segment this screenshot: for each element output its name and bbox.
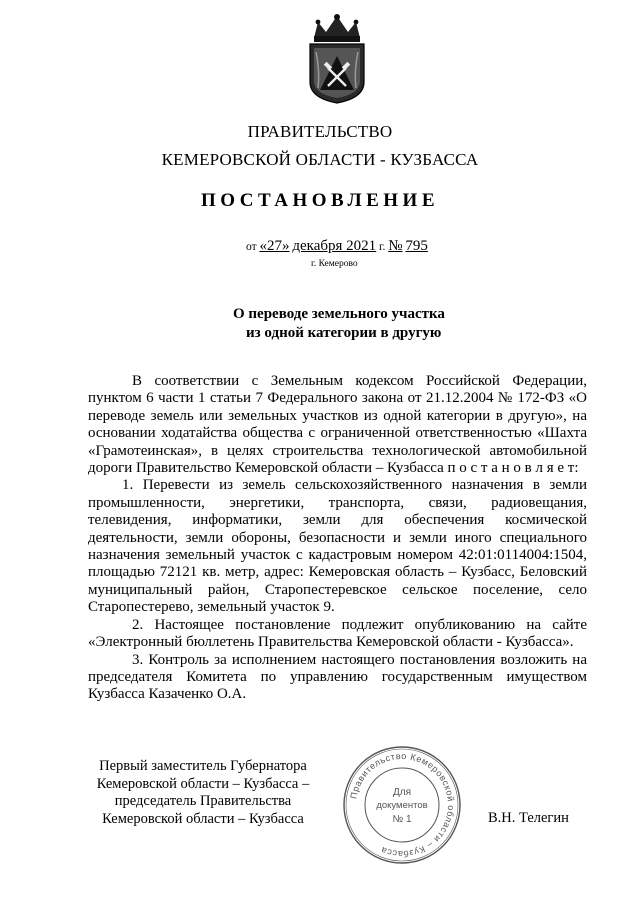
date-line <box>246 238 428 255</box>
city-label: г. Кемерово <box>311 259 358 269</box>
resolves-text: п о с т а н о в л я е т: <box>447 460 579 477</box>
date-open-quote: « <box>259 238 267 254</box>
position-line4: Кемеровской области – Кузбасса <box>102 810 304 827</box>
position-line1: Первый заместитель Губернатора <box>99 758 307 774</box>
item-2-paragraph: 2. Настоящее постановление подлежит опубликованию на сайте «Электронный бюллетень Правительства Кемеровской области - Кузбасса». <box>88 616 587 651</box>
date-day: 27 <box>267 238 282 254</box>
date-month-year: декабря 2021 <box>292 238 377 254</box>
document-body <box>88 373 587 704</box>
preamble-paragraph <box>88 373 587 477</box>
stamp-line2: документов <box>376 800 428 811</box>
official-stamp <box>340 743 464 867</box>
position-line2: Кемеровской области – Кузбасса – <box>96 775 310 792</box>
number-sign: № <box>388 238 403 254</box>
item-3-paragraph: 3. Контроль за исполнением настоящего постановления возложить на председателя Комитета по управлению государственным имуществом Кузбасса Казаченко О.А. <box>88 651 587 703</box>
stamp-ring-text: Правительство Кемеровской области – Кузбасса <box>348 750 457 860</box>
date-year-suffix: г. <box>379 241 386 253</box>
subject-line1: О переводе земельного участка <box>233 306 445 322</box>
org-name-line2: КЕМЕРОВСКОЙ ОБЛАСТИ - КУЗБАССА <box>161 150 479 169</box>
item-1-paragraph: 1. Перевести из земель сельскохозяйственного назначения в земли промышленности, энергетики, транспорта, связи, радиовещания, телевидения, информатики, земли для обеспечения космической деятельности, земли обороны, безопасности и земли иного специального назначения земельный участок с кадастровым номером 42:01:0114004:1504, площадью 72121 кв. метр, адрес: Кемеровская область – Кузбасс, Беловский муниципальный район, Старопестеревское сельское поселение, село Старопестерево, земельный участок 9. <box>88 477 587 616</box>
org-name-line1: ПРАВИТЕЛЬСТВО <box>247 122 393 141</box>
signatory-position <box>86 758 320 828</box>
document-number: 795 <box>405 238 428 254</box>
stamp-line1: Для <box>392 787 412 798</box>
coat-of-arms-icon <box>300 12 374 104</box>
preamble-text: В соответствии с Земельным кодексом Российской Федерации, пунктом 6 части 1 статьи 7 Федерального закона от 21.12.2004 № 172-ФЗ «О переводе земель или земельных участков из одной категории в другую», на основании ходатайства общества с ограниченной ответственностью «Шахта «Грамотеинская», в целях строительства технологической автомобильной дороги Правительство Кемеровской области – Кузбасса <box>88 373 587 477</box>
date-prefix: от <box>246 241 257 253</box>
document-type-title: ПОСТАНОВЛЕНИЕ <box>200 190 440 211</box>
subject-line2: из одной категории в другую <box>246 325 442 341</box>
date-close-quote: » <box>282 238 290 254</box>
position-line3: председатель Правительства <box>114 793 292 809</box>
signatory-name: В.Н. Телегин <box>488 810 569 826</box>
stamp-line3: № 1 <box>392 814 412 825</box>
